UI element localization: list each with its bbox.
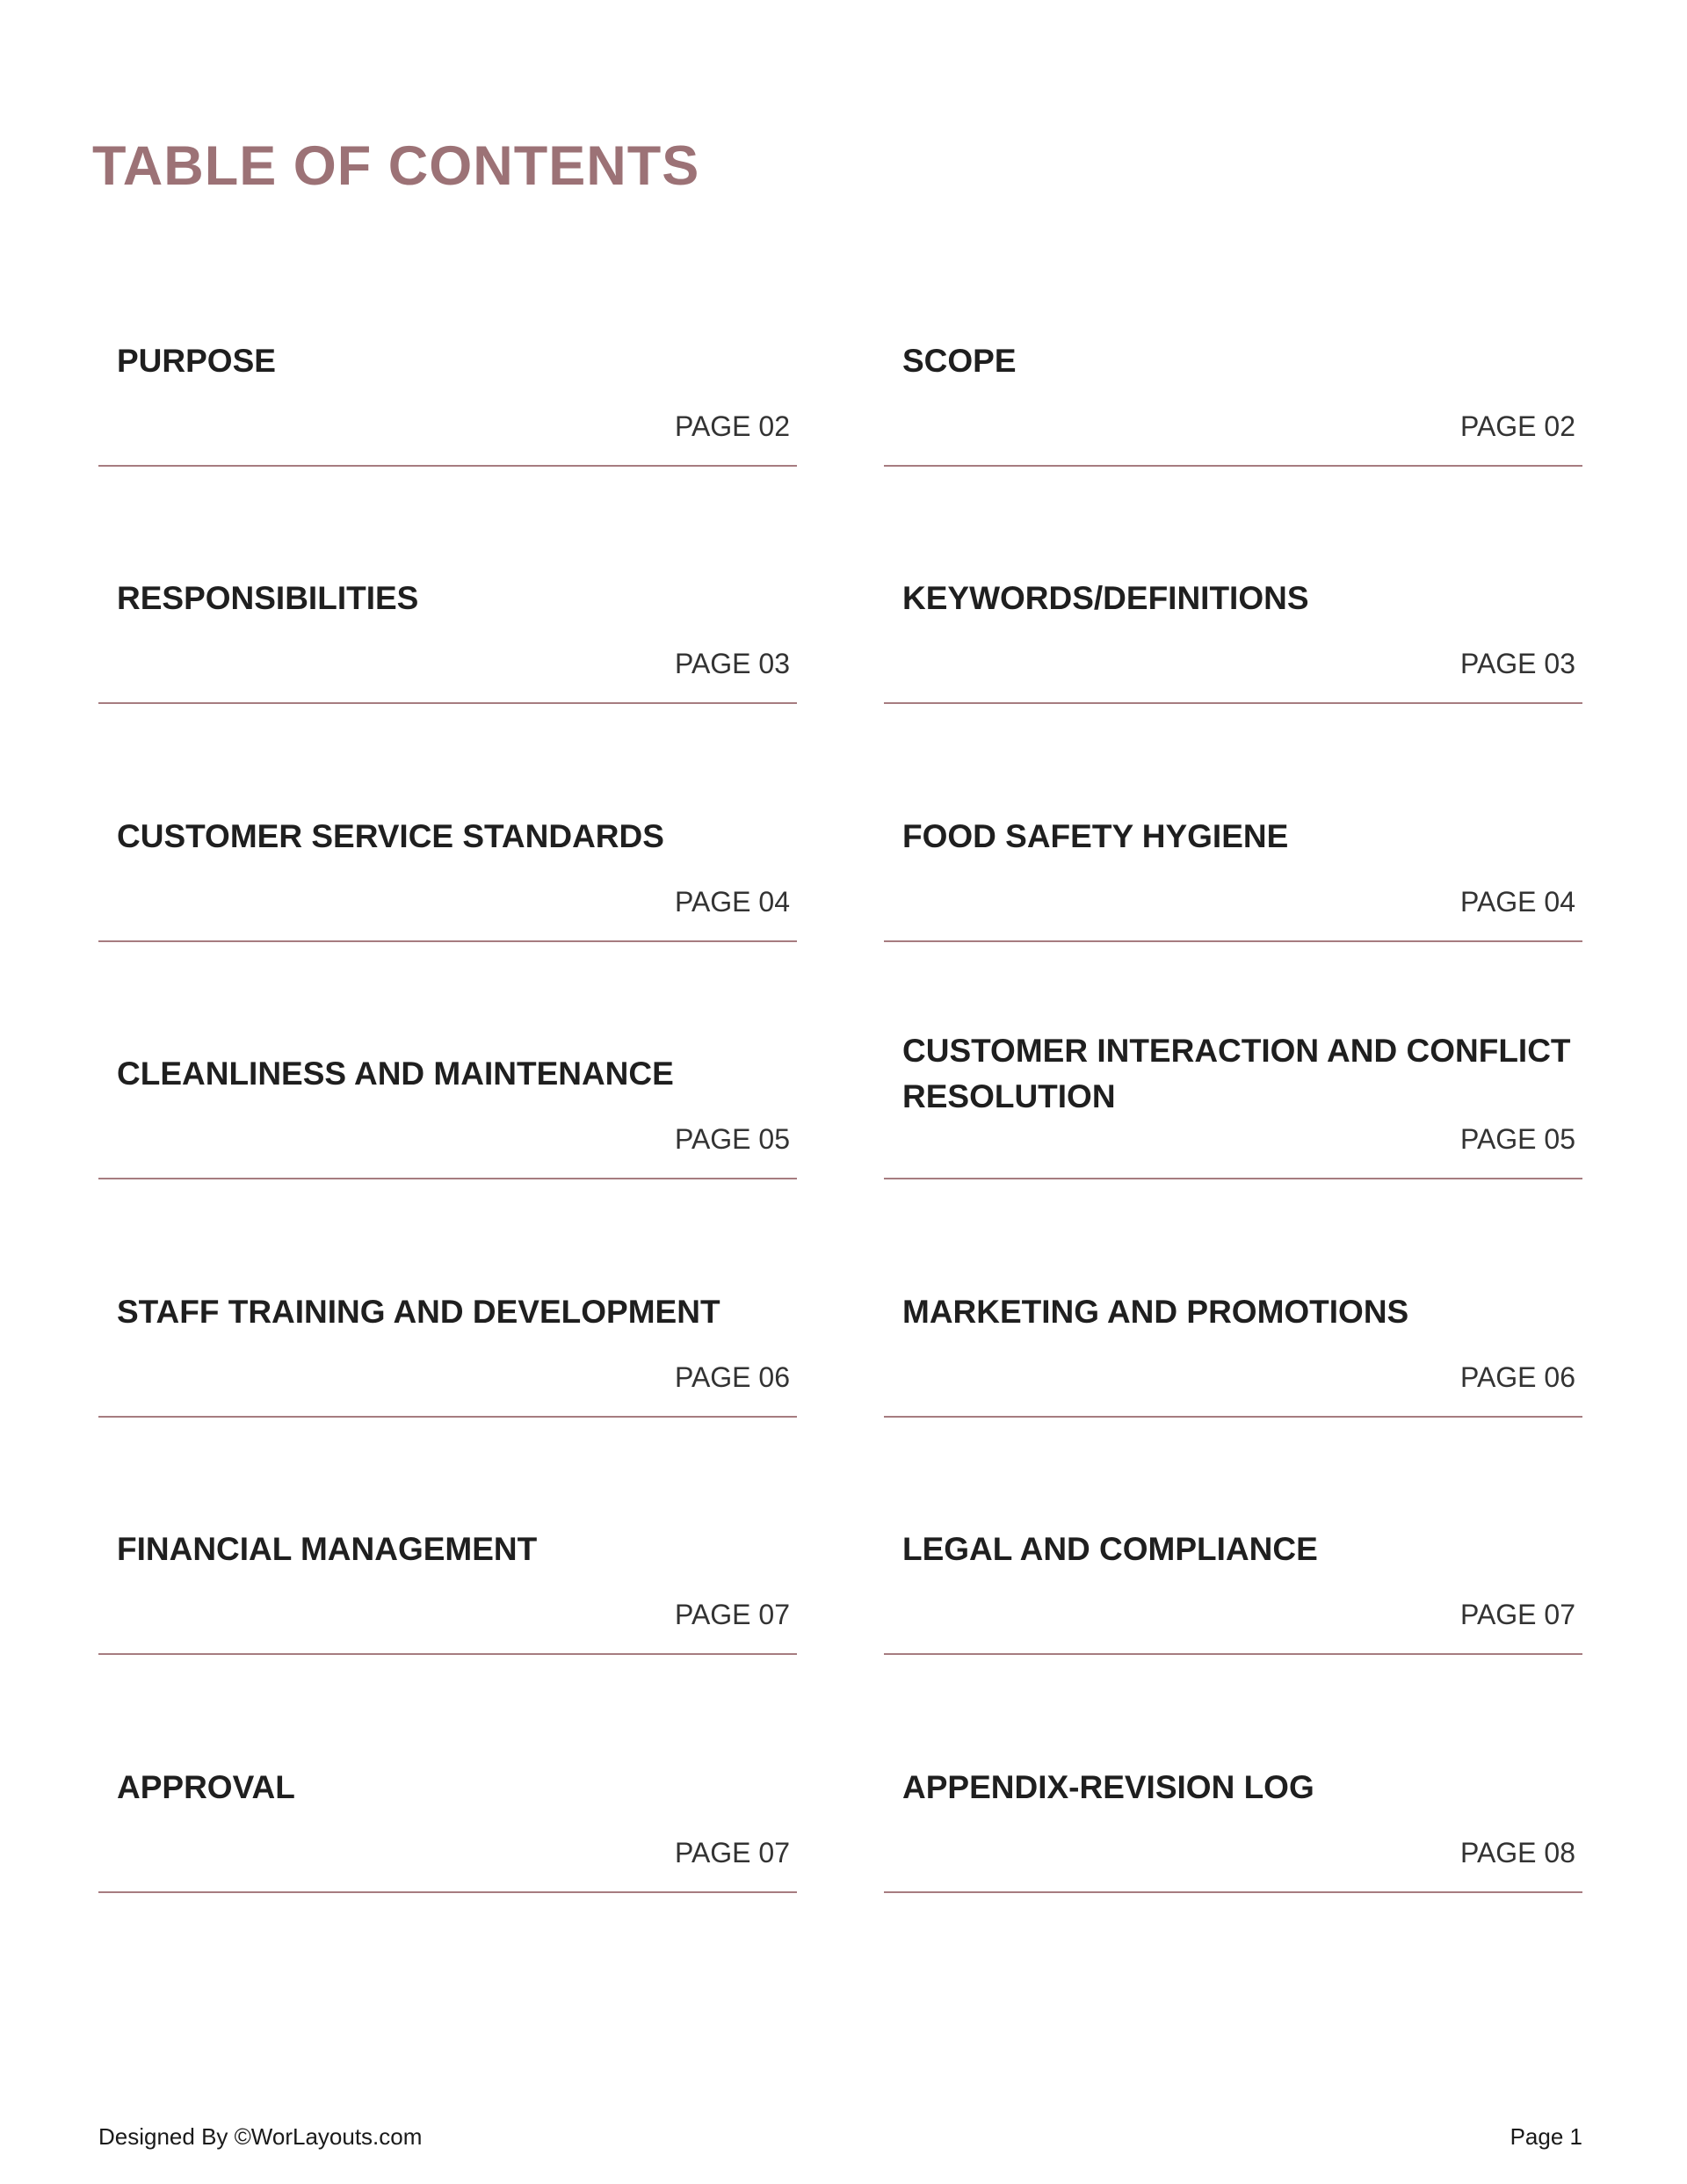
toc-entry-title: CUSTOMER SERVICE STANDARDS bbox=[117, 817, 664, 854]
toc-entry-title: KEYWORDS/DEFINITIONS bbox=[902, 580, 1309, 616]
toc-entry-customer-interaction-conflict-resolution bbox=[884, 942, 1582, 1180]
toc-entry-page: PAGE 05 bbox=[1459, 1123, 1575, 1155]
footer-credit: Designed By ©WorLayouts.com bbox=[98, 2123, 423, 2150]
footer-page-number: Page 1 bbox=[1510, 2123, 1582, 2150]
toc-entry-customer-service-standards bbox=[98, 704, 797, 942]
toc-entry-page: PAGE 02 bbox=[674, 410, 790, 442]
toc-entry-title: SCOPE bbox=[902, 342, 1017, 379]
toc-entry-title: RESPONSIBILITIES bbox=[117, 580, 419, 616]
toc-entry-page: PAGE 05 bbox=[674, 1123, 790, 1155]
toc-entry-page: PAGE 03 bbox=[674, 648, 790, 679]
toc-entry-page: PAGE 06 bbox=[674, 1360, 790, 1393]
toc-entry-title: STAFF TRAINING AND DEVELOPMENT bbox=[117, 1293, 720, 1330]
toc-entry-cleanliness-and-maintenance bbox=[98, 942, 797, 1180]
toc-entry-title: APPENDIX-REVISION LOG bbox=[902, 1768, 1314, 1805]
toc-entry-title: MARKETING AND PROMOTIONS bbox=[902, 1293, 1409, 1330]
toc-entry-page: PAGE 04 bbox=[674, 885, 790, 918]
toc-entry-title: FOOD SAFETY HYGIENE bbox=[902, 817, 1289, 854]
toc-entry-title: APPROVAL bbox=[117, 1768, 295, 1805]
toc-entry-title: CUSTOMER INTERACTION AND CONFLICT RESOLUTION bbox=[902, 1033, 1571, 1114]
toc-entry-page: PAGE 07 bbox=[674, 1836, 790, 1868]
page-footer bbox=[98, 2123, 1582, 2151]
toc-entry-rule bbox=[98, 1891, 797, 1893]
toc-grid bbox=[98, 229, 1582, 1893]
toc-entry-title: FINANCIAL MANAGEMENT bbox=[117, 1531, 538, 1567]
toc-entry-staff-training-and-development bbox=[98, 1179, 797, 1418]
toc-entry-legal-and-compliance bbox=[884, 1418, 1582, 1656]
toc-entry-page: PAGE 02 bbox=[1459, 410, 1575, 442]
toc-entry-financial-management bbox=[98, 1418, 797, 1656]
toc-entry-marketing-and-promotions bbox=[884, 1179, 1582, 1418]
toc-entry-keywords-definitions bbox=[884, 467, 1582, 705]
toc-entry-food-safety-hygiene bbox=[884, 704, 1582, 942]
toc-entry-title: PURPOSE bbox=[117, 342, 276, 379]
toc-entry-title: CLEANLINESS AND MAINTENANCE bbox=[117, 1056, 674, 1092]
toc-entry-appendix-revision-log bbox=[884, 1655, 1582, 1893]
toc-entry-purpose bbox=[98, 229, 797, 467]
toc-entry-rule bbox=[884, 1891, 1582, 1893]
toc-entry-scope bbox=[884, 229, 1582, 467]
toc-entry-page: PAGE 03 bbox=[1459, 648, 1575, 679]
toc-entry-page: PAGE 07 bbox=[674, 1599, 790, 1630]
toc-entry-page: PAGE 04 bbox=[1459, 885, 1575, 918]
toc-entry-page: PAGE 06 bbox=[1459, 1360, 1575, 1393]
toc-entry-page: PAGE 08 bbox=[1459, 1836, 1575, 1868]
toc-entry-page: PAGE 07 bbox=[1459, 1599, 1575, 1630]
toc-entry-title: LEGAL AND COMPLIANCE bbox=[902, 1531, 1318, 1567]
page-title: TABLE OF CONTENTS bbox=[92, 135, 700, 197]
toc-entry-approval bbox=[98, 1655, 797, 1893]
toc-entry-responsibilities bbox=[98, 467, 797, 705]
